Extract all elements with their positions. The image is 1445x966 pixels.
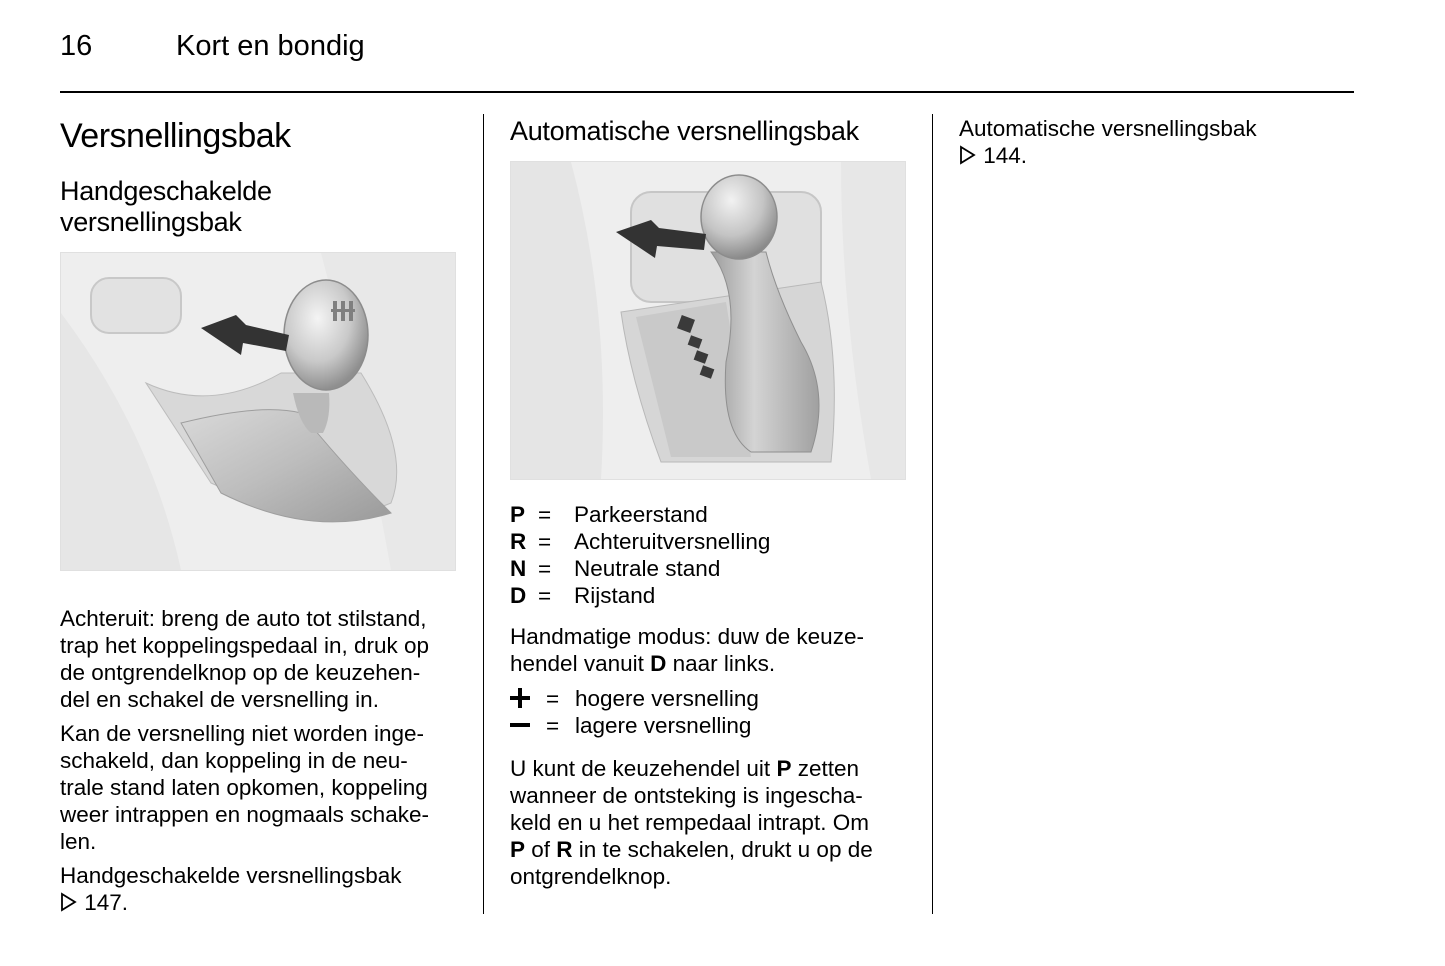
manual-mode-legend <box>510 685 910 739</box>
legend-key: D <box>510 583 527 608</box>
text-line: keld en u het rempedaal intrapt. Om <box>510 810 869 835</box>
subheading-line-2: versnellingsbak <box>60 207 242 237</box>
sign-text: lagere versnelling <box>575 713 752 738</box>
bold-key: P <box>510 837 526 862</box>
section-title: Kort en bondig <box>176 30 365 62</box>
plus-icon <box>510 685 534 712</box>
manual-gear-lever-illustration <box>60 252 456 571</box>
text-fragment: U kunt de keuzehendel uit <box>510 756 777 781</box>
text-line: wanneer de ontsteking is ingescha- <box>510 783 863 808</box>
text-fragment: naar links. <box>666 651 776 676</box>
paragraph-leaving-park <box>510 755 910 890</box>
reference-arrow-icon <box>60 892 78 912</box>
text-line: weer intrappen en nogmaals schake- <box>60 802 429 827</box>
legend-text: Achteruitversnelling <box>574 529 771 554</box>
column-manual-gearbox <box>60 114 460 916</box>
text-line: del en schakel de versnelling in. <box>60 687 379 712</box>
reference-text: Handgeschakelde versnellingsbak <box>60 863 402 888</box>
legend-row <box>510 528 910 555</box>
column-reference <box>959 114 1359 169</box>
sign-equals: = <box>546 686 560 711</box>
cross-reference-manual[interactable] <box>60 862 460 916</box>
legend-row <box>510 555 910 582</box>
reference-page: 147. <box>84 890 129 915</box>
text-line: Kan de versnelling niet worden inge- <box>60 721 424 746</box>
legend-key: N <box>510 556 527 581</box>
text-line: trap het koppelingspedaal in, druk op <box>60 633 430 658</box>
legend-text: Neutrale stand <box>574 556 721 581</box>
legend-text: Rijstand <box>574 583 656 608</box>
legend-equals: = <box>538 583 552 608</box>
page-number: 16 <box>60 30 93 62</box>
paragraph-gear-not-engaged <box>60 720 460 855</box>
text-line: Handmatige modus: duw de keuze- <box>510 624 864 649</box>
paragraph-manual-mode <box>510 623 910 677</box>
legend-row <box>510 582 910 609</box>
minus-icon <box>510 712 534 739</box>
column-automatic-gearbox <box>510 114 910 890</box>
legend-key: R <box>510 529 527 554</box>
legend-equals: = <box>538 502 552 527</box>
sign-row-plus <box>510 685 910 712</box>
column-divider-1 <box>483 114 484 914</box>
legend-equals: = <box>538 556 552 581</box>
reference-text: Automatische versnellingsbak <box>959 116 1257 141</box>
subheading-automatic: Automatische versnellingsbak <box>510 116 859 146</box>
text-line: trale stand laten opkomen, koppeling <box>60 775 428 800</box>
automatic-gear-lever-illustration <box>510 161 906 480</box>
legend-row <box>510 501 910 528</box>
text-fragment: zetten <box>791 756 859 781</box>
text-line: de ontgrendelknop op de keuzehen- <box>60 660 421 685</box>
text-line: Achteruit: breng de auto tot stilstand, <box>60 606 427 631</box>
text-fragment: hendel vanuit <box>510 651 651 676</box>
cross-reference-automatic[interactable] <box>959 115 1359 169</box>
bold-key: R <box>556 837 573 862</box>
column-divider-2 <box>932 114 933 914</box>
sign-row-minus <box>510 712 910 739</box>
text-line: len. <box>60 829 97 854</box>
subheading-manual <box>60 176 460 238</box>
text-line: ontgrendelknop. <box>510 864 672 889</box>
legend-text: Parkeerstand <box>574 502 708 527</box>
gear-position-legend <box>510 501 910 609</box>
legend-key: P <box>510 502 526 527</box>
paragraph-reverse <box>60 605 460 713</box>
text-line: schakeld, dan koppeling in de neu- <box>60 748 408 773</box>
heading-versnellingsbak: Versnellingsbak <box>60 117 291 155</box>
text-fragment: in te schakelen, drukt u op de <box>572 837 873 862</box>
sign-text: hogere versnelling <box>575 686 759 711</box>
sign-equals: = <box>546 713 560 738</box>
subheading-line-1: Handgeschakelde <box>60 176 272 206</box>
text-fragment: of <box>525 837 557 862</box>
bold-key: D <box>650 651 667 676</box>
reference-arrow-icon <box>959 145 977 165</box>
header-rule <box>60 91 1354 93</box>
bold-key: P <box>776 756 792 781</box>
reference-page: 144. <box>983 143 1028 168</box>
legend-equals: = <box>538 529 552 554</box>
